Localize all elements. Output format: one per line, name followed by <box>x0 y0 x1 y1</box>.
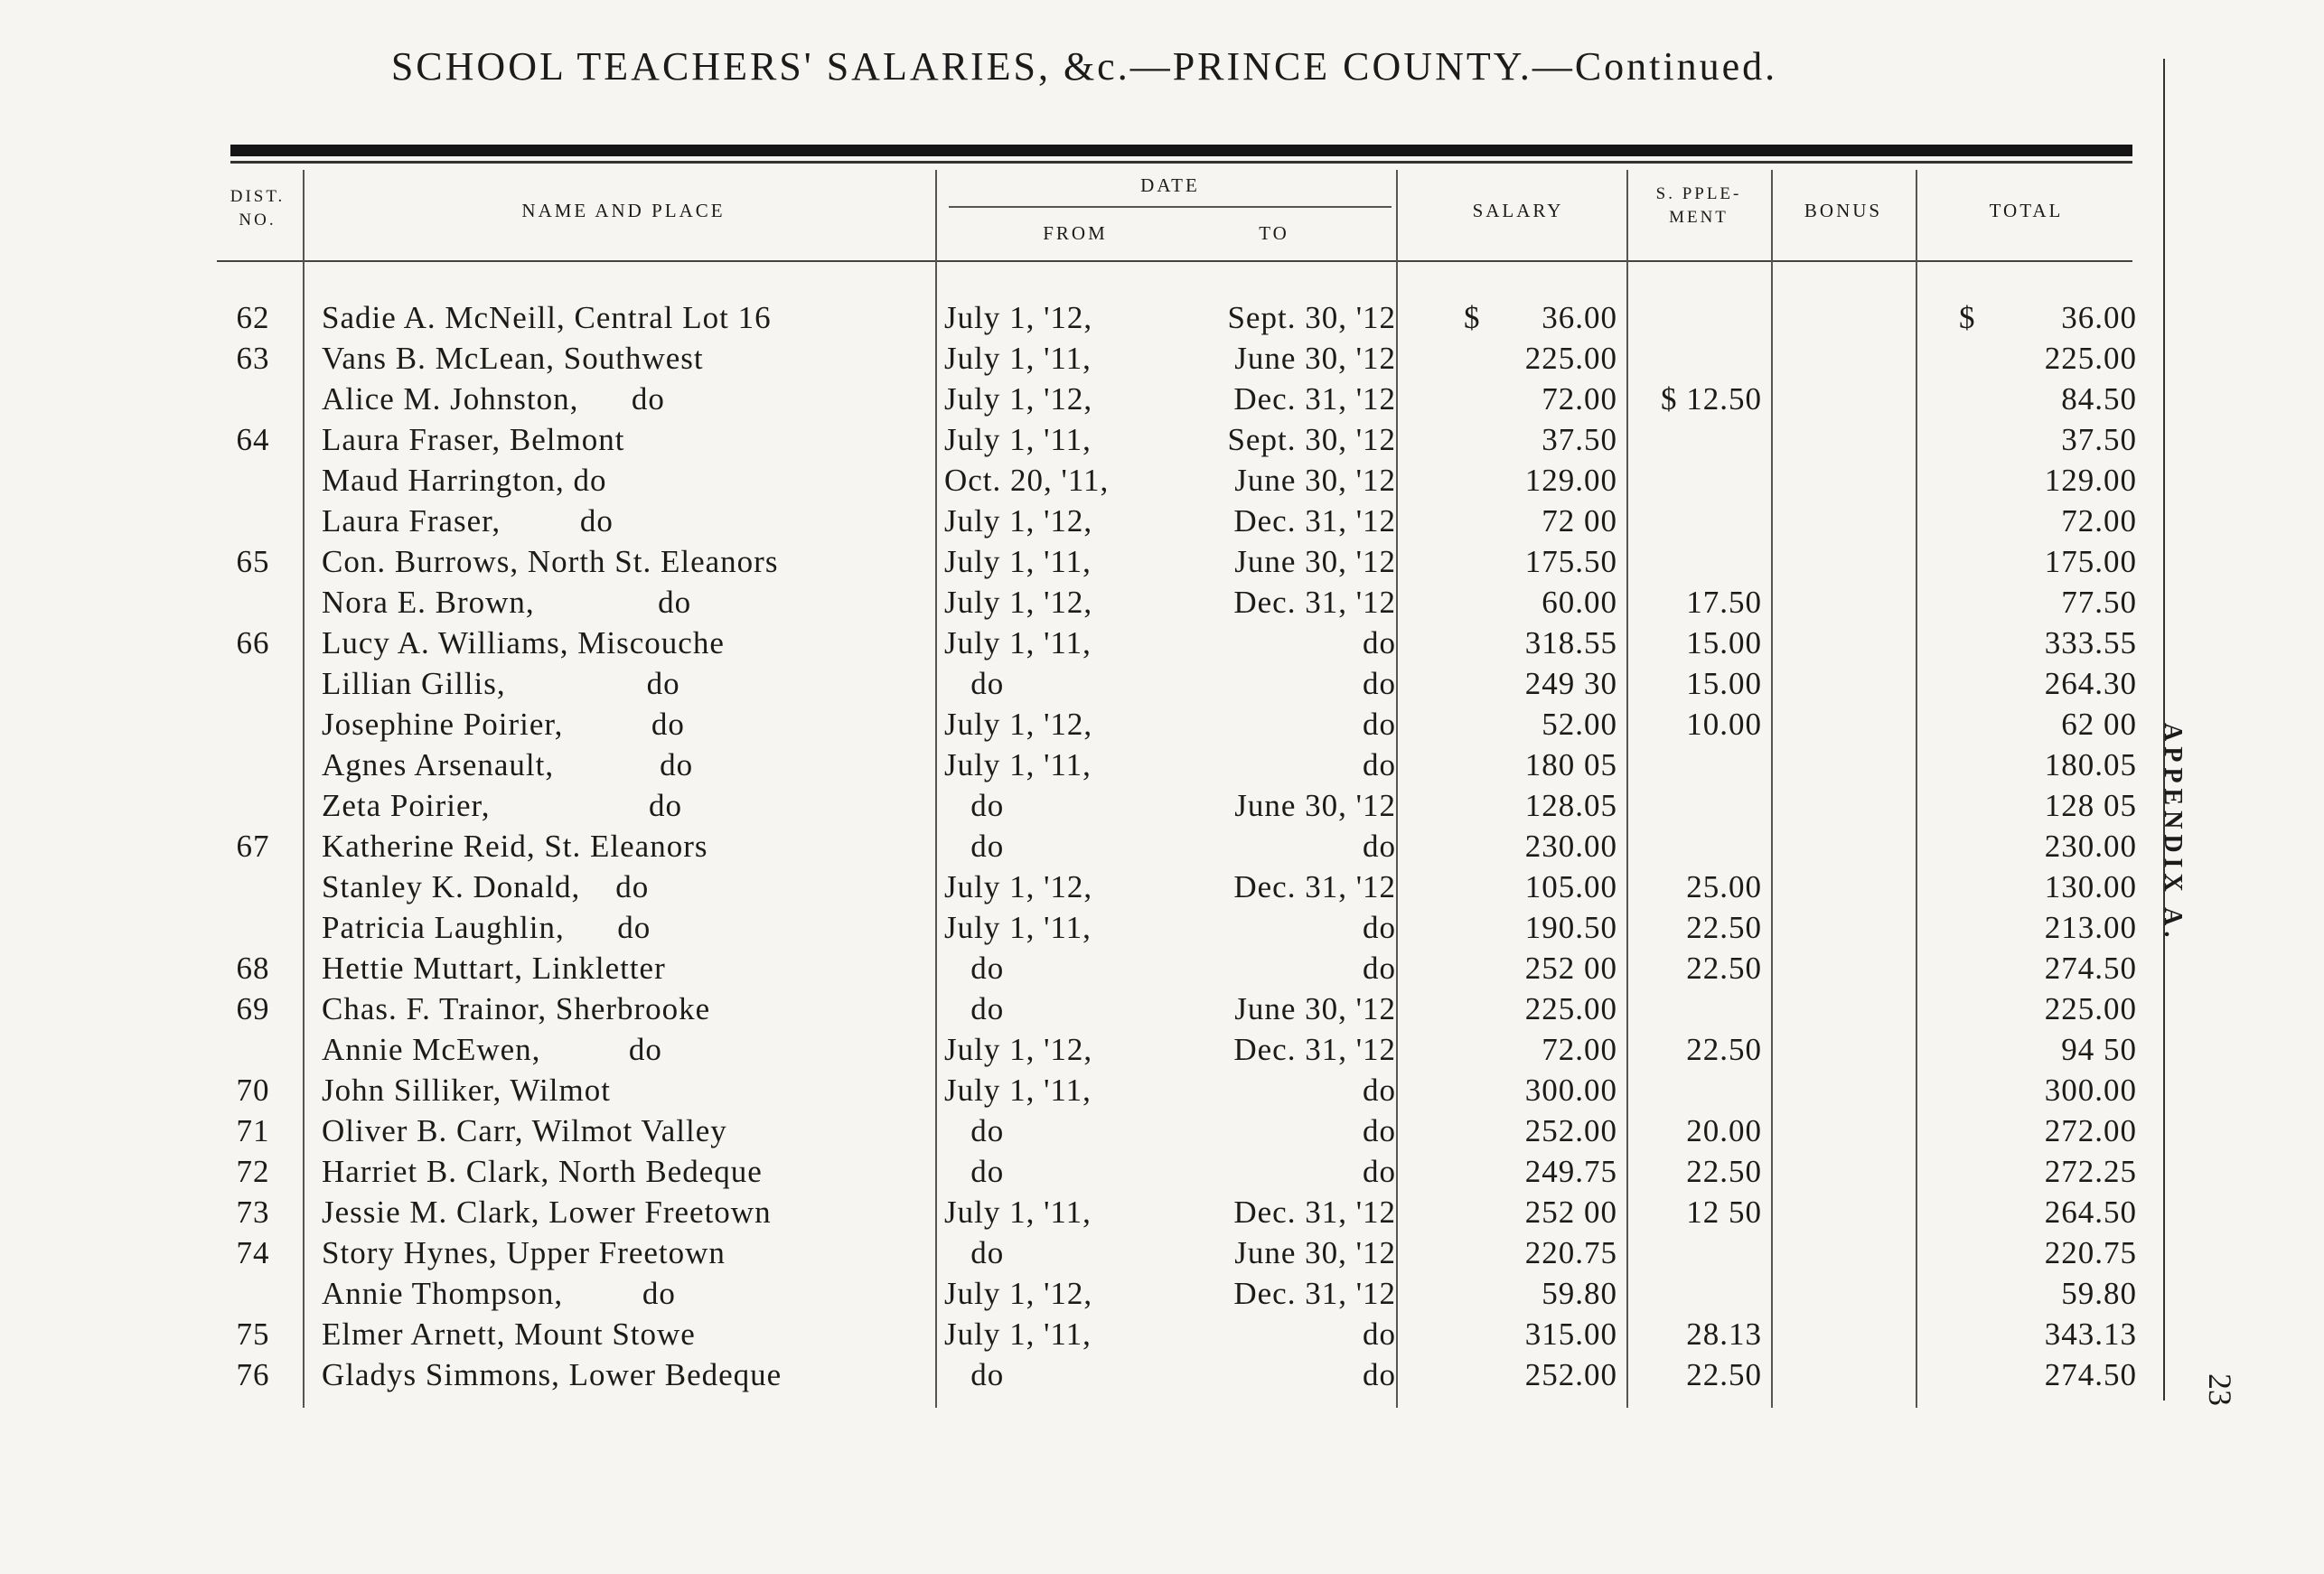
name-and-place: Katherine Reid, St. Eleanors <box>322 829 708 864</box>
supplement-value: 17.50 <box>1686 585 1762 620</box>
total-dollar-sign: $ <box>1959 300 1976 335</box>
total-value: 62 00 <box>2061 707 2137 742</box>
date-from: July 1, '12, <box>944 300 1093 335</box>
dist-number: 73 <box>236 1195 270 1230</box>
supplement-value: 15.00 <box>1686 625 1762 661</box>
salary-value: 230.00 <box>1524 829 1617 864</box>
date-to: June 30, '12 <box>1234 1235 1396 1270</box>
salary-value: 37.50 <box>1542 422 1617 457</box>
date-from: July 1, '12, <box>944 1032 1093 1067</box>
name-and-place: Story Hynes, Upper Freetown <box>322 1235 726 1270</box>
dist-number: 71 <box>236 1113 270 1148</box>
header-date: DATE <box>1140 174 1200 196</box>
header-bottom-rule <box>217 260 2132 262</box>
date-to: do <box>1363 951 1396 986</box>
date-from: do <box>944 829 1005 864</box>
date-from: July 1, '11, <box>944 422 1092 457</box>
header-supplement: S. PPLE- MENT <box>1655 184 1742 227</box>
date-to: June 30, '12 <box>1234 463 1396 498</box>
table-row <box>0 829 2169 869</box>
dist-number: 62 <box>236 300 270 335</box>
salary-value: 36.00 <box>1542 300 1617 335</box>
total-value: 225.00 <box>2044 991 2137 1026</box>
salary-value: 190.50 <box>1524 910 1617 945</box>
header-salary: SALARY <box>1472 200 1564 221</box>
table-row <box>0 991 2169 1032</box>
salary-value: 72.00 <box>1542 381 1617 417</box>
date-to: Dec. 31, '12 <box>1233 1195 1396 1230</box>
table-row <box>0 1195 2169 1235</box>
salary-value: 225.00 <box>1524 991 1617 1026</box>
date-to: do <box>1363 666 1396 701</box>
dist-number: 63 <box>236 341 270 376</box>
dist-number: 75 <box>236 1316 270 1352</box>
table-row <box>0 1316 2169 1357</box>
appendix-label: APPENDIX A. <box>2159 723 2187 943</box>
total-value: 213.00 <box>2044 910 2137 945</box>
total-value: 84.50 <box>2061 381 2137 417</box>
total-value: 129.00 <box>2044 463 2137 498</box>
name-and-place: Laura Fraser, do <box>322 503 614 539</box>
table-row <box>0 1357 2169 1398</box>
salary-value: 220.75 <box>1524 1235 1617 1270</box>
name-and-place: Lucy A. Williams, Miscouche <box>322 625 725 661</box>
table-row <box>0 544 2169 585</box>
total-value: 37.50 <box>2061 422 2137 457</box>
salary-value: 72.00 <box>1542 1032 1617 1067</box>
salary-value: 128.05 <box>1524 788 1617 823</box>
date-to: Sept. 30, '12 <box>1227 300 1396 335</box>
total-value: 274.50 <box>2044 951 2137 986</box>
date-subheader-rule <box>949 206 1392 208</box>
date-to: Dec. 31, '12 <box>1233 1276 1396 1311</box>
header-rule-thin <box>230 161 2132 164</box>
name-and-place: Chas. F. Trainor, Sherbrooke <box>322 991 711 1026</box>
header-bonus: BONUS <box>1804 200 1883 221</box>
name-and-place: Nora E. Brown, do <box>322 585 692 620</box>
salary-value: 180 05 <box>1524 747 1617 782</box>
name-and-place: Hettie Muttart, Linkletter <box>322 951 666 986</box>
date-to: Dec. 31, '12 <box>1233 503 1396 539</box>
date-from: July 1, '11, <box>944 341 1092 376</box>
date-from: July 1, '12, <box>944 1276 1093 1311</box>
date-from: do <box>944 1357 1005 1392</box>
date-from: July 1, '12, <box>944 869 1093 904</box>
salary-value: 129.00 <box>1524 463 1617 498</box>
date-to: Sept. 30, '12 <box>1227 422 1396 457</box>
supplement-value: 25.00 <box>1686 869 1762 904</box>
table-row <box>0 707 2169 747</box>
salary-value: 252 00 <box>1524 951 1617 986</box>
name-and-place: Zeta Poirier, do <box>322 788 683 823</box>
date-to: Dec. 31, '12 <box>1233 1032 1396 1067</box>
supplement-value: 22.50 <box>1686 1032 1762 1067</box>
name-and-place: Patricia Laughlin, do <box>322 910 651 945</box>
total-value: 343.13 <box>2044 1316 2137 1352</box>
supplement-value: 22.50 <box>1686 1154 1762 1189</box>
date-from: July 1, '11, <box>944 1073 1092 1108</box>
date-to: Dec. 31, '12 <box>1233 381 1396 417</box>
table-row <box>0 1154 2169 1195</box>
header-date-from: FROM <box>1043 222 1108 244</box>
name-and-place: Annie Thompson, do <box>322 1276 676 1311</box>
total-value: 128 05 <box>2044 788 2137 823</box>
supplement-value: 22.50 <box>1686 951 1762 986</box>
salary-value: 59.80 <box>1542 1276 1617 1311</box>
name-and-place: Con. Burrows, North St. Eleanors <box>322 544 779 579</box>
dist-number: 68 <box>236 951 270 986</box>
date-to: June 30, '12 <box>1234 788 1396 823</box>
name-and-place: Harriet B. Clark, North Bedeque <box>322 1154 763 1189</box>
date-from: do <box>944 788 1005 823</box>
total-value: 36.00 <box>2061 300 2137 335</box>
total-value: 220.75 <box>2044 1235 2137 1270</box>
total-value: 77.50 <box>2061 585 2137 620</box>
header-name-place: NAME AND PLACE <box>521 200 726 221</box>
date-from: July 1, '11, <box>944 544 1092 579</box>
date-from: do <box>944 991 1005 1026</box>
total-value: 300.00 <box>2044 1073 2137 1108</box>
date-from: do <box>944 1235 1005 1270</box>
total-value: 59.80 <box>2061 1276 2137 1311</box>
total-value: 130.00 <box>2044 869 2137 904</box>
total-value: 230.00 <box>2044 829 2137 864</box>
name-and-place: Jessie M. Clark, Lower Freetown <box>322 1195 772 1230</box>
date-from: do <box>944 1154 1005 1189</box>
name-and-place: Vans B. McLean, Southwest <box>322 341 704 376</box>
date-to: do <box>1363 1113 1396 1148</box>
table-row <box>0 381 2169 422</box>
supplement-value: 22.50 <box>1686 1357 1762 1392</box>
date-from: July 1, '12, <box>944 585 1093 620</box>
table-row <box>0 625 2169 666</box>
date-from: do <box>944 1113 1005 1148</box>
name-and-place: Elmer Arnett, Mount Stowe <box>322 1316 696 1352</box>
name-and-place: John Silliker, Wilmot <box>322 1073 611 1108</box>
total-value: 94 50 <box>2061 1032 2137 1067</box>
date-to: do <box>1363 1073 1396 1108</box>
table-row <box>0 585 2169 625</box>
salary-value: 318.55 <box>1524 625 1617 661</box>
total-value: 264.50 <box>2044 1195 2137 1230</box>
total-value: 264.30 <box>2044 666 2137 701</box>
table-row <box>0 910 2169 951</box>
supplement-value: 15.00 <box>1686 666 1762 701</box>
salary-value: 252.00 <box>1524 1357 1617 1392</box>
date-from: July 1, '11, <box>944 747 1092 782</box>
supplement-value: $ 12.50 <box>1661 381 1762 417</box>
date-to: do <box>1363 1316 1396 1352</box>
dist-number: 70 <box>236 1073 270 1108</box>
name-and-place: Stanley K. Donald, do <box>322 869 650 904</box>
dist-number: 67 <box>236 829 270 864</box>
salary-value: 175.50 <box>1524 544 1617 579</box>
name-and-place: Oliver B. Carr, Wilmot Valley <box>322 1113 727 1148</box>
table-row <box>0 1235 2169 1276</box>
dist-number: 66 <box>236 625 270 661</box>
date-to: do <box>1363 829 1396 864</box>
supplement-value: 10.00 <box>1686 707 1762 742</box>
dist-number: 69 <box>236 991 270 1026</box>
date-from: July 1, '11, <box>944 1195 1092 1230</box>
total-value: 72.00 <box>2061 503 2137 539</box>
table-row <box>0 1276 2169 1316</box>
dist-number: 65 <box>236 544 270 579</box>
salary-value: 105.00 <box>1524 869 1617 904</box>
date-to: June 30, '12 <box>1234 341 1396 376</box>
salary-value: 52.00 <box>1542 707 1617 742</box>
table-row <box>0 869 2169 910</box>
total-value: 272.00 <box>2044 1113 2137 1148</box>
salary-value: 249.75 <box>1524 1154 1617 1189</box>
table-row <box>0 1073 2169 1113</box>
salary-value: 60.00 <box>1542 585 1617 620</box>
date-to: June 30, '12 <box>1234 544 1396 579</box>
table-row <box>0 788 2169 829</box>
date-to: Dec. 31, '12 <box>1233 869 1396 904</box>
dist-number: 76 <box>236 1357 270 1392</box>
total-value: 180.05 <box>2044 747 2137 782</box>
date-from: do <box>944 666 1005 701</box>
name-and-place: Maud Harrington, do <box>322 463 607 498</box>
name-and-place: Gladys Simmons, Lower Bedeque <box>322 1357 782 1392</box>
dist-number: 74 <box>236 1235 270 1270</box>
supplement-value: 28.13 <box>1686 1316 1762 1352</box>
date-from: July 1, '12, <box>944 503 1093 539</box>
date-to: June 30, '12 <box>1234 991 1396 1026</box>
date-to: do <box>1363 707 1396 742</box>
table-row <box>0 463 2169 503</box>
name-and-place: Josephine Poirier, do <box>322 707 685 742</box>
salary-value: 249 30 <box>1524 666 1617 701</box>
date-from: July 1, '12, <box>944 707 1093 742</box>
supplement-value: 20.00 <box>1686 1113 1762 1148</box>
salary-value: 225.00 <box>1524 341 1617 376</box>
total-value: 274.50 <box>2044 1357 2137 1392</box>
table-row <box>0 1113 2169 1154</box>
total-value: 175.00 <box>2044 544 2137 579</box>
total-value: 272.25 <box>2044 1154 2137 1189</box>
dist-number: 72 <box>236 1154 270 1189</box>
table-row <box>0 341 2169 381</box>
total-value: 225.00 <box>2044 341 2137 376</box>
name-and-place: Agnes Arsenault, do <box>322 747 694 782</box>
table-row <box>0 666 2169 707</box>
name-and-place: Alice M. Johnston, do <box>322 381 665 417</box>
table-row <box>0 747 2169 788</box>
table-row <box>0 951 2169 991</box>
header-dist-no: DIST. NO. <box>230 187 286 230</box>
name-and-place: Laura Fraser, Belmont <box>322 422 625 457</box>
salary-value: 315.00 <box>1524 1316 1617 1352</box>
header-date-to: TO <box>1259 222 1289 244</box>
date-to: do <box>1363 910 1396 945</box>
page-number: 23 <box>2202 1373 2238 1406</box>
date-to: do <box>1363 1154 1396 1189</box>
table-row <box>0 1032 2169 1073</box>
date-to: do <box>1363 625 1396 661</box>
salary-value: 252 00 <box>1524 1195 1617 1230</box>
date-to: Dec. 31, '12 <box>1233 585 1396 620</box>
dist-number: 64 <box>236 422 270 457</box>
salary-value: 300.00 <box>1524 1073 1617 1108</box>
table-row <box>0 300 2169 341</box>
date-to: do <box>1363 747 1396 782</box>
total-value: 333.55 <box>2044 625 2137 661</box>
salary-value: 72 00 <box>1542 503 1617 539</box>
page-title: SCHOOL TEACHERS' SALARIES, &c.—PRINCE COUNTY.—Continued. <box>390 44 1778 89</box>
name-and-place: Lillian Gillis, do <box>322 666 680 701</box>
salary-dollar-sign: $ <box>1464 300 1481 335</box>
table-row <box>0 503 2169 544</box>
header-rule-thick <box>230 145 2132 156</box>
name-and-place: Sadie A. McNeill, Central Lot 16 <box>322 300 772 335</box>
supplement-value: 22.50 <box>1686 910 1762 945</box>
name-and-place: Annie McEwen, do <box>322 1032 662 1067</box>
salary-value: 252.00 <box>1524 1113 1617 1148</box>
date-from: July 1, '11, <box>944 1316 1092 1352</box>
supplement-value: 12 50 <box>1686 1195 1762 1230</box>
header-total: TOTAL <box>1989 200 2064 221</box>
date-from: July 1, '12, <box>944 381 1093 417</box>
date-from: Oct. 20, '11, <box>944 463 1110 498</box>
date-from: do <box>944 951 1005 986</box>
date-from: July 1, '11, <box>944 625 1092 661</box>
date-to: do <box>1363 1357 1396 1392</box>
date-from: July 1, '11, <box>944 910 1092 945</box>
table-row <box>0 422 2169 463</box>
